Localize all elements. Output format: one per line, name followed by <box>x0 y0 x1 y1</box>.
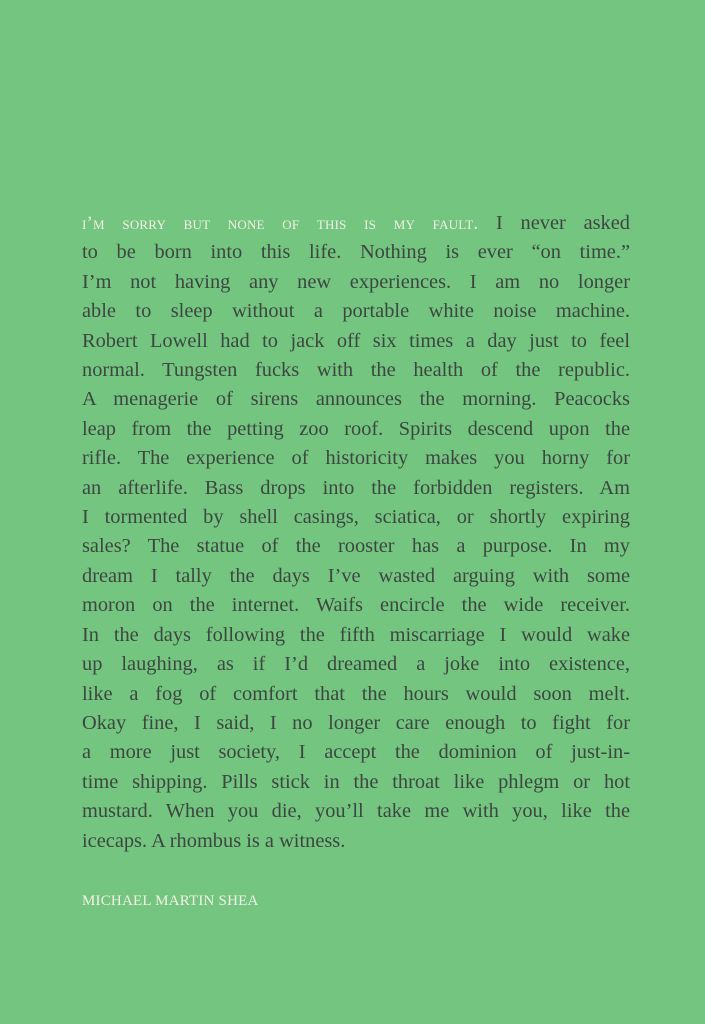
poem-line: I’m not having any new experiences. I am no longer <box>82 270 630 293</box>
poem-line: In the days following the fifth miscarriage I would wake <box>82 623 630 646</box>
poem-line-text: I never asked <box>478 212 631 234</box>
poem-line: able to sleep without a portable white noise machine. <box>82 300 630 323</box>
poem-line: dream I tally the days I’ve wasted arguing with some <box>82 564 630 587</box>
poem-line: mustard. When you die, you’ll take me with you, like the <box>82 800 630 823</box>
poem-line: leap from the petting zoo roof. Spirits descend upon the <box>82 417 630 440</box>
poem-line: Robert Lowell had to jack off six times a day just to feel <box>82 329 630 352</box>
poem-line: up laughing, as if I’d dreamed a joke into existence, <box>82 653 630 676</box>
poem-body <box>82 209 630 856</box>
poem-line: Okay fine, I said, I no longer care enough to fight for <box>82 711 630 734</box>
poem-line: A menagerie of sirens announces the morning. Peacocks <box>82 388 630 411</box>
poem-line: rifle. The experience of historicity makes you horny for <box>82 447 630 470</box>
poem-line: sales? The statue of the rooster has a purpose. In my <box>82 535 630 558</box>
poem-line: to be born into this life. Nothing is ever “on time.” <box>82 241 630 264</box>
poem-line: normal. Tungsten fucks with the health of the republic. <box>82 359 630 382</box>
poem-line: I tormented by shell casings, sciatica, or shortly expiring <box>82 506 630 529</box>
poem-line: moron on the internet. Waifs encircle the wide receiver. <box>82 594 630 617</box>
author-name: MICHAEL MARTIN SHEA <box>82 893 259 909</box>
poem-line <box>82 209 630 238</box>
poem-line: time shipping. Pills stick in the throat like phlegm or hot <box>82 770 630 793</box>
poem-line: icecaps. A rhombus is a witness. <box>82 829 346 852</box>
poem-line: an afterlife. Bass drops into the forbidden registers. Am <box>82 476 630 499</box>
poem-line: a more just society, I accept the dominion of just-in- <box>82 741 630 764</box>
poem-title: i’m sorry but none of this is my fault. <box>82 213 479 234</box>
poem-line: like a fog of comfort that the hours would soon melt. <box>82 682 630 705</box>
